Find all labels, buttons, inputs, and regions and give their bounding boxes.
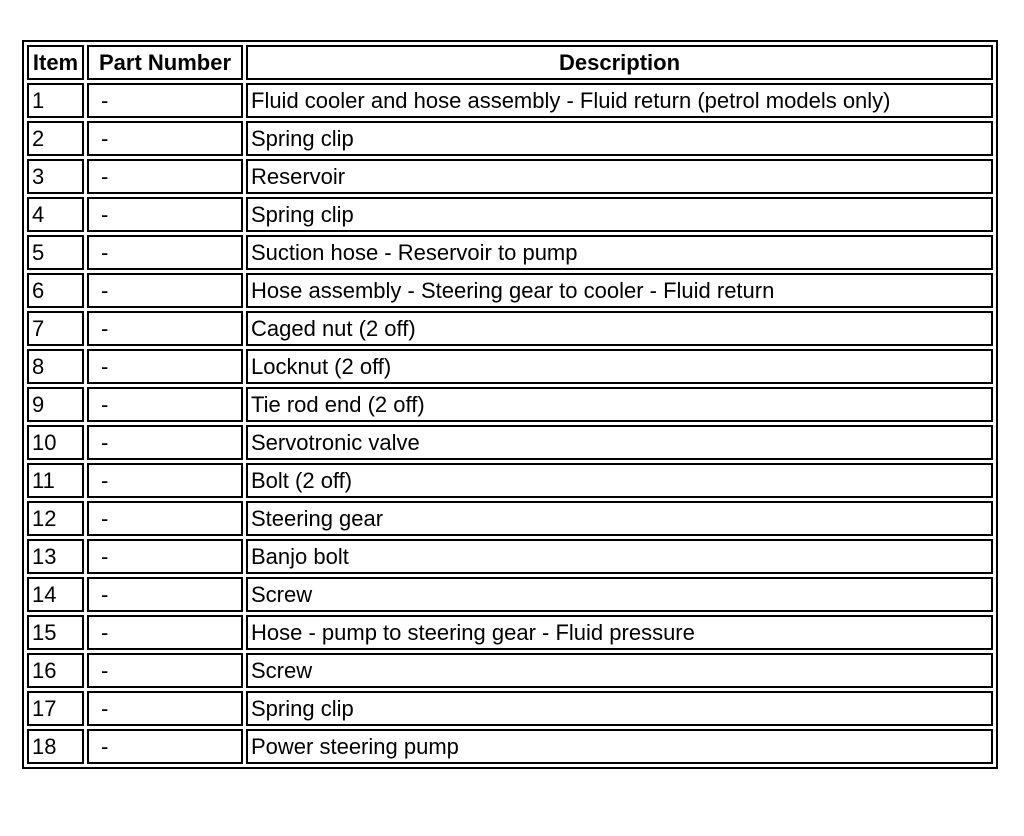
description-cell: Spring clip [246, 121, 993, 156]
item-number-cell: 18 [27, 729, 84, 764]
part-number-cell: - [87, 83, 243, 118]
description-cell: Tie rod end (2 off) [246, 387, 993, 422]
table-row [27, 121, 993, 156]
table-body [27, 83, 993, 764]
part-number-cell: - [87, 121, 243, 156]
table-row [27, 425, 993, 460]
item-number-cell: 9 [27, 387, 84, 422]
item-number-cell: 8 [27, 349, 84, 384]
description-cell: Spring clip [246, 197, 993, 232]
part-number-cell: - [87, 311, 243, 346]
description-cell: Spring clip [246, 691, 993, 726]
item-number-cell: 6 [27, 273, 84, 308]
description-cell: Caged nut (2 off) [246, 311, 993, 346]
description-cell: Reservoir [246, 159, 993, 194]
item-number-cell: 13 [27, 539, 84, 574]
description-cell: Bolt (2 off) [246, 463, 993, 498]
description-cell: Servotronic valve [246, 425, 993, 460]
item-number-cell: 15 [27, 615, 84, 650]
item-number-cell: 4 [27, 197, 84, 232]
part-number-cell: - [87, 729, 243, 764]
part-number-cell: - [87, 577, 243, 612]
item-number-cell: 12 [27, 501, 84, 536]
table-row [27, 729, 993, 764]
item-number-cell: 11 [27, 463, 84, 498]
table-row [27, 653, 993, 688]
part-number-cell: - [87, 235, 243, 270]
description-cell: Screw [246, 577, 993, 612]
item-number-cell: 7 [27, 311, 84, 346]
table-row [27, 349, 993, 384]
table-row [27, 273, 993, 308]
description-cell: Fluid cooler and hose assembly - Fluid return (petrol models only) [246, 83, 993, 118]
part-number-cell: - [87, 273, 243, 308]
part-number-cell: - [87, 501, 243, 536]
table-row [27, 539, 993, 574]
item-number-cell: 16 [27, 653, 84, 688]
item-number-cell: 1 [27, 83, 84, 118]
table-row [27, 615, 993, 650]
table-row [27, 197, 993, 232]
table-row [27, 501, 993, 536]
description-cell: Steering gear [246, 501, 993, 536]
description-cell: Power steering pump [246, 729, 993, 764]
item-number-cell: 5 [27, 235, 84, 270]
item-number-cell: 14 [27, 577, 84, 612]
part-number-cell: - [87, 425, 243, 460]
table-row [27, 387, 993, 422]
description-cell: Banjo bolt [246, 539, 993, 574]
item-number-cell: 2 [27, 121, 84, 156]
part-number-cell: - [87, 539, 243, 574]
table-row [27, 691, 993, 726]
description-cell: Hose assembly - Steering gear to cooler - Fluid return [246, 273, 993, 308]
part-number-cell: - [87, 349, 243, 384]
table-row [27, 463, 993, 498]
part-number-cell: - [87, 159, 243, 194]
part-number-cell: - [87, 197, 243, 232]
table-row [27, 235, 993, 270]
part-number-cell: - [87, 387, 243, 422]
column-header-description: Description [246, 45, 993, 80]
description-cell: Suction hose - Reservoir to pump [246, 235, 993, 270]
item-number-cell: 10 [27, 425, 84, 460]
description-cell: Hose - pump to steering gear - Fluid pressure [246, 615, 993, 650]
part-number-cell: - [87, 463, 243, 498]
table-row [27, 83, 993, 118]
table-row [27, 159, 993, 194]
item-number-cell: 3 [27, 159, 84, 194]
table-header-row [27, 45, 993, 80]
parts-table [22, 40, 998, 769]
table-row [27, 311, 993, 346]
part-number-cell: - [87, 615, 243, 650]
item-number-cell: 17 [27, 691, 84, 726]
column-header-part-number: Part Number [87, 45, 243, 80]
column-header-item: Item [27, 45, 84, 80]
part-number-cell: - [87, 653, 243, 688]
description-cell: Locknut (2 off) [246, 349, 993, 384]
description-cell: Screw [246, 653, 993, 688]
part-number-cell: - [87, 691, 243, 726]
table-row [27, 577, 993, 612]
